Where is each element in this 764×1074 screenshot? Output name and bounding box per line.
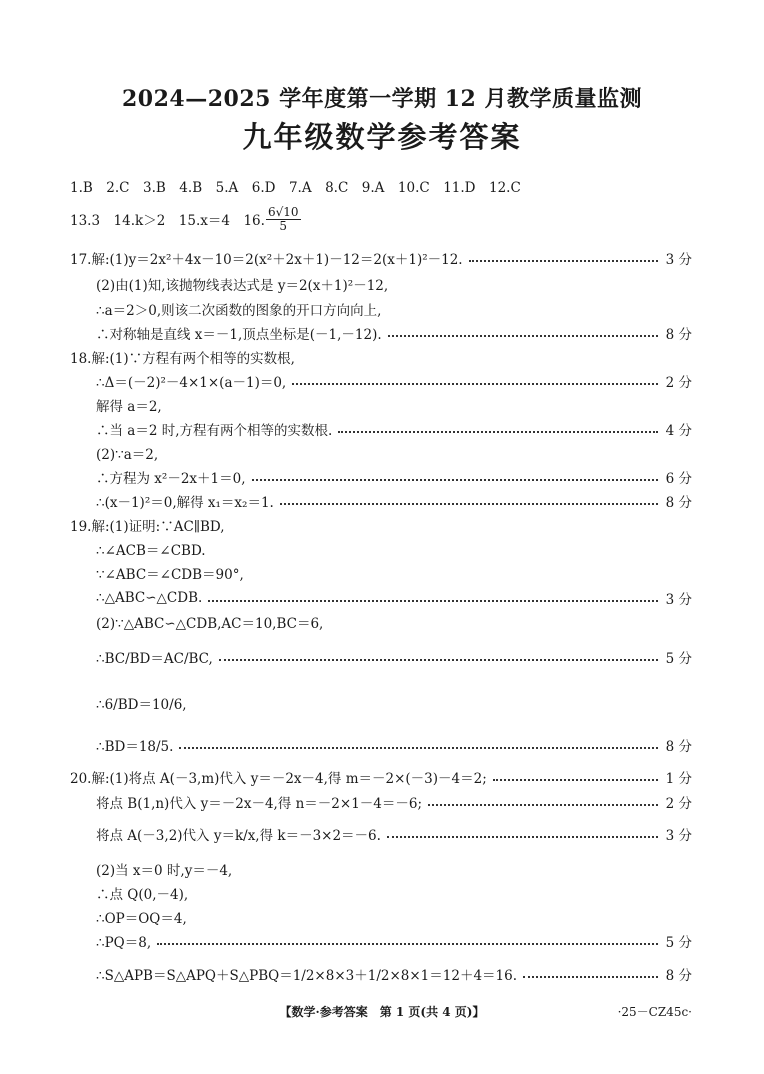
answer-line <box>96 489 692 513</box>
dot-leader <box>523 976 658 978</box>
score-label: 8 分 <box>665 327 692 343</box>
answer-line <box>96 537 692 561</box>
answer-line <box>70 513 692 537</box>
answer-line <box>70 246 692 270</box>
answer-text: ∴(x－1)²＝0,解得 x₁＝x₂＝1. <box>96 495 274 511</box>
answer-text: ∴BD＝18/5. <box>96 739 174 755</box>
document-title: 2024—2025 学年度第一学期 12 月教学质量监测 <box>121 86 643 112</box>
answer-text: ∴6/BD＝10/6, <box>96 697 187 713</box>
dot-leader <box>157 943 658 945</box>
document-subtitle: 九年级数学参考答案 <box>242 120 522 154</box>
answer-line <box>96 272 692 296</box>
answer-line <box>70 345 692 369</box>
answer-text: ∴Δ＝(－2)²－4×1×(a－1)＝0, <box>96 375 287 391</box>
answer-line <box>96 818 692 850</box>
dot-leader <box>428 804 658 806</box>
answer-line <box>96 393 692 417</box>
answer-line <box>70 174 692 198</box>
score-label: 8 分 <box>665 968 692 984</box>
dot-leader <box>469 260 658 262</box>
dot-leader <box>280 503 658 505</box>
answer-text: 将点 B(1,n)代入 y＝－2x－4,得 n＝－2×1－4＝－6; <box>96 796 423 812</box>
dot-leader <box>252 479 659 481</box>
answer-line <box>96 857 692 881</box>
answer-text: ∴方程为 x²－2x＋1＝0, <box>96 471 246 487</box>
score-label: 4 分 <box>665 423 692 439</box>
answer-text: ∴∠ACB＝∠CBD. <box>96 543 206 559</box>
answer-text: 18.解:(1)∵方程有两个相等的实数根, <box>70 351 295 367</box>
score-label: 3 分 <box>665 592 692 608</box>
answer-text: 19.解:(1)证明:∵AC∥BD, <box>70 519 225 535</box>
answer-text: ∴△ABC∽△CDB. <box>96 590 203 606</box>
footer-code: ·25－CZ45c· <box>617 1005 692 1019</box>
answer-text: ∴OP＝OQ＝4, <box>96 911 187 927</box>
answer-line <box>96 369 692 393</box>
answer-text: 13.3 14.k＞2 15.x＝4 16. <box>70 213 265 229</box>
score-label: 5 分 <box>665 651 692 667</box>
answer-line <box>96 905 692 929</box>
footer-page-info: 【数学·参考答案 第 1 页(共 4 页)】 <box>279 1005 485 1019</box>
answer-line <box>96 417 692 441</box>
answer-text: 1.B 2.C 3.B 4.B 5.A 6.D 7.A 8.C 9.A 10.C 11.D 12.C <box>70 180 521 196</box>
answer-text: ∴S△APB＝S△APQ＋S△PBQ＝1/2×8×3＋1/2×8×1＝12＋4＝16. <box>96 968 517 984</box>
answer-text: 17.解:(1)y＝2x²＋4x－10＝2(x²＋2x＋1)－12＝2(x＋1)²－12. <box>70 252 463 268</box>
answer-line <box>96 465 692 489</box>
answer-text: ∴点 Q(0,－4), <box>96 887 189 903</box>
answer-line <box>96 686 692 720</box>
score-label: 2 分 <box>665 375 692 391</box>
answer-text: ∴PQ＝8, <box>96 935 152 951</box>
answer-text: (2)∵a＝2, <box>96 447 159 463</box>
dot-leader <box>219 659 658 661</box>
score-label: 1 分 <box>665 771 692 787</box>
answer-line <box>96 640 692 674</box>
page-footer <box>0 1003 764 1021</box>
dot-leader <box>292 383 658 385</box>
dot-leader <box>208 600 658 602</box>
answer-line <box>96 441 692 465</box>
answer-text: ∴a＝2＞0,则该二次函数的图象的开口方向向上, <box>96 303 382 319</box>
answer-line <box>96 881 692 905</box>
answer-line <box>96 321 692 345</box>
score-label: 5 分 <box>665 935 692 951</box>
dot-leader <box>493 779 658 781</box>
answer-fraction: 6√10 5 <box>267 204 299 233</box>
answer-text: 解得 a＝2, <box>96 399 162 415</box>
answer-text: (2)当 x＝0 时,y＝－4, <box>96 863 233 879</box>
score-label: 6 分 <box>665 471 692 487</box>
score-label: 8 分 <box>665 495 692 511</box>
answer-text: ∴当 a＝2 时,方程有两个相等的实数根. <box>96 423 333 439</box>
answer-line <box>96 958 692 990</box>
score-label: 2 分 <box>665 796 692 812</box>
answer-text: 20.解:(1)将点 A(－3,m)代入 y＝－2x－4,得 m＝－2×(－3)－4＝2; <box>70 771 487 787</box>
answer-text: ∴对称轴是直线 x＝－1,顶点坐标是(－1,－12). <box>96 327 382 343</box>
answer-line <box>96 610 692 634</box>
answer-line <box>96 586 692 610</box>
answer-text: (2)由(1)知,该抛物线表达式是 y＝2(x＋1)²－12, <box>96 278 389 294</box>
dot-leader <box>338 431 658 433</box>
answer-line <box>96 790 692 814</box>
answer-text: ∴BC/BD＝AC/BC, <box>96 651 213 667</box>
answer-line <box>70 204 692 234</box>
score-label: 3 分 <box>665 252 692 268</box>
dot-leader <box>388 335 658 337</box>
answer-text: 将点 A(－3,2)代入 y＝k/x,得 k＝－3×2＝－6. <box>96 828 381 844</box>
answer-text: ∵∠ABC＝∠CDB＝90°, <box>96 567 244 583</box>
score-label: 3 分 <box>665 828 692 844</box>
answer-line <box>70 765 692 789</box>
answer-line <box>96 929 692 953</box>
answer-line <box>96 728 692 762</box>
score-label: 8 分 <box>665 739 692 755</box>
answer-line <box>96 561 692 585</box>
dot-leader <box>179 747 658 749</box>
dot-leader <box>387 836 658 838</box>
answer-text: (2)∵△ABC∽△CDB,AC＝10,BC＝6, <box>96 616 324 632</box>
answer-line <box>96 297 692 321</box>
